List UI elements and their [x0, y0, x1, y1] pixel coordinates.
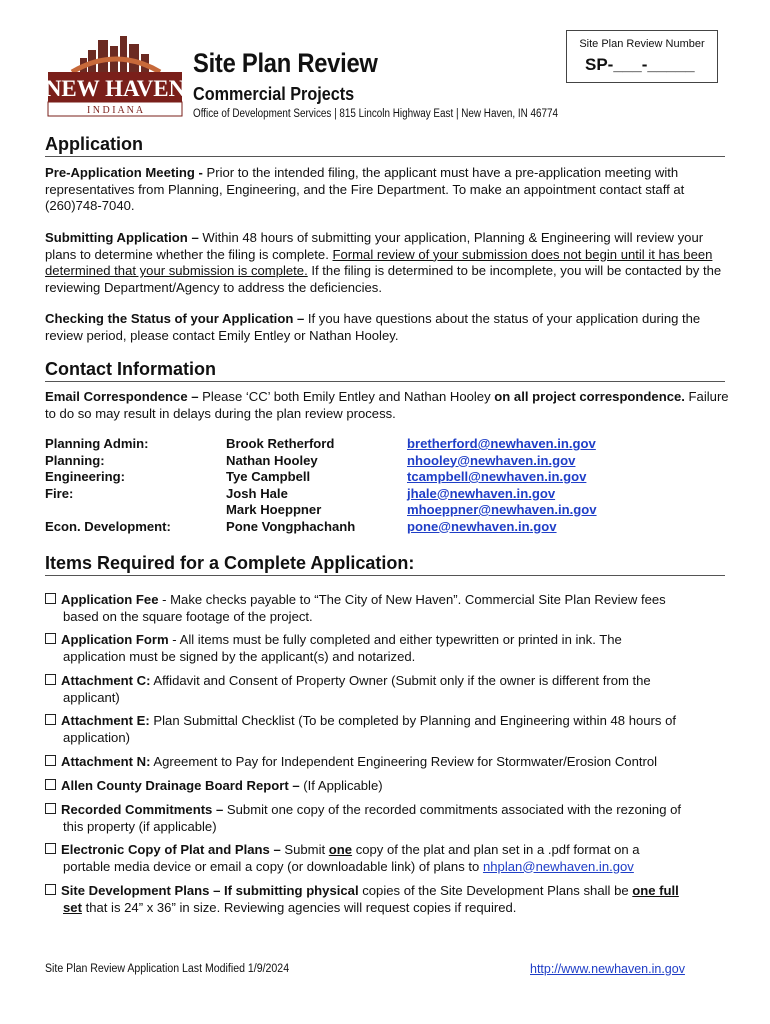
contact-table [45, 436, 735, 535]
checkbox-icon[interactable] [45, 674, 56, 685]
checkbox-icon[interactable] [45, 755, 56, 766]
checklist-item-form: Application Form - All items must be fully completed and either typewritten or printed in ink. The application must be signed by the applicant(s) and notarized. [45, 632, 735, 665]
office-address: Office of Development Services | 815 Lincoln Highway East | New Haven, IN 46774 [193, 108, 559, 120]
contact-row: Planning Admin: Brook Retherford bretherford@newhaven.in.gov [45, 436, 596, 451]
email-link[interactable]: tcampbell@newhaven.in.gov [407, 469, 587, 484]
pre-application-paragraph [45, 165, 730, 215]
checklist-item-electronic-copy: Electronic Copy of Plat and Plans – Submit one copy of the plat and plan set in a .pdf format on a portable media device or email a copy (or downloadable link) of plans to nhplan@newhaven.in.gov [45, 842, 735, 875]
items-heading: Items Required for a Complete Application: [45, 553, 725, 576]
page-subtitle: Commercial Projects [193, 84, 355, 104]
status-label: Checking the Status of your Application – [45, 311, 305, 326]
submitting-paragraph: Submitting Application – Within 48 hours of submitting your application, Planning & Engineering will review your plans to determine whether the filing is complete. Formal review of your submission does not begin until it has been determined that your submission is complete. If the filing is determined to be incomplete, you will be contacted by the reviewing Department/Agency to address the deficiencies. [45, 230, 722, 295]
checklist-item-commitments: Recorded Commitments – Submit one copy of the recorded commitments associated with the rezoning of this property (if applicable) [45, 802, 735, 835]
checkbox-icon[interactable] [45, 843, 56, 854]
checkbox-icon[interactable] [45, 714, 56, 725]
submitting-underlined: Formal review of your submission does not begin until it has been determined that your submission is complete. [45, 246, 713, 278]
email-link[interactable]: mhoeppner@newhaven.in.gov [407, 502, 597, 517]
checklist-item-drainage: Allen County Drainage Board Report – (If Applicable) [45, 778, 735, 795]
status-paragraph: Checking the Status of your Application – If you have questions about the status of your application during the review period, please contact Emily Entley or Nathan Hooley. [45, 311, 701, 343]
site-plan-number-value[interactable]: SP-___-_____ [585, 55, 695, 74]
pre-application-text: Prior to the intended filing, the applicant must have a pre-application meeting with representatives from Planning, Engineering, and the Fire Department. To make an appointment contact staff at (260)748-7040. [45, 165, 685, 213]
checklist-item-attachment-n: Attachment N: Agreement to Pay for Independent Engineering Review for Stormwater/Erosion Control [45, 754, 735, 771]
site-plan-number-label: Site Plan Review Number [579, 38, 705, 50]
new-haven-logo [46, 30, 184, 118]
checklist-item-attachment-c: Attachment C: Affidavit and Consent of Property Owner (Submit only if the owner is different from the applicant) [45, 673, 735, 706]
submitting-label: Submitting Application – [45, 230, 199, 245]
checklist-item-attachment-e: Attachment E: Plan Submittal Checklist (To be completed by Planning and Engineering within 48 hours of application) [45, 713, 735, 746]
contact-row: Fire: Josh Hale jhale@newhaven.in.gov [45, 485, 556, 501]
checkbox-icon[interactable] [45, 884, 56, 895]
nhplan-email-link[interactable]: nhplan@newhaven.in.gov [482, 858, 634, 874]
email-correspondence-label: Email Correspondence – [45, 389, 199, 404]
checklist-item-site-development: Site Development Plans – If submitting physical copies of the Site Development Plans shall be one full set that is 24” x 36” in size. Reviewing agencies will request copies if required. [45, 883, 735, 916]
contact-row: Mark Hoeppner mhoeppner@newhaven.in.gov [226, 502, 597, 517]
application-heading: Application [45, 134, 725, 157]
site-plan-number-box[interactable] [566, 30, 718, 83]
checkbox-icon[interactable] [45, 803, 56, 814]
checkbox-icon[interactable] [45, 779, 56, 790]
pre-application-label: Pre-Application Meeting - [45, 165, 203, 180]
email-link[interactable]: bretherford@newhaven.in.gov [407, 436, 596, 451]
page-title: Site Plan Review [193, 48, 378, 78]
logo-text: NEW HAVEN [46, 76, 184, 101]
contact-row: Planning: Nathan Hooley nhooley@newhaven.in.gov [45, 452, 576, 468]
email-correspondence-paragraph: Email Correspondence – Please ‘CC’ both Emily Entley and Nathan Hooley on all project correspondence. Failure to do so may result in delays during the plan review process. [45, 389, 729, 421]
logo-subtext: I N D I A N A [86, 105, 144, 116]
checkbox-icon[interactable] [45, 633, 56, 644]
contact-row: Econ. Development: Pone Vongphachanh pone@newhaven.in.gov [45, 518, 557, 534]
email-link[interactable]: pone@newhaven.in.gov [407, 518, 557, 534]
footer-modified: Site Plan Review Application Last Modified 1/9/2024 [45, 963, 290, 975]
email-link[interactable]: nhooley@newhaven.in.gov [407, 452, 576, 468]
checklist-item-fee: Application Fee - Make checks payable to “The City of New Haven”. Commercial Site Plan Review fees based on the square footage of the project. [45, 592, 735, 625]
contact-heading: Contact Information [45, 359, 725, 382]
contact-row: Engineering: Tye Campbell tcampbell@newhaven.in.gov [45, 469, 587, 484]
checkbox-icon[interactable] [45, 593, 56, 604]
footer-website-link[interactable]: http://www.newhaven.in.gov [530, 962, 685, 976]
email-link[interactable]: jhale@newhaven.in.gov [407, 485, 556, 501]
